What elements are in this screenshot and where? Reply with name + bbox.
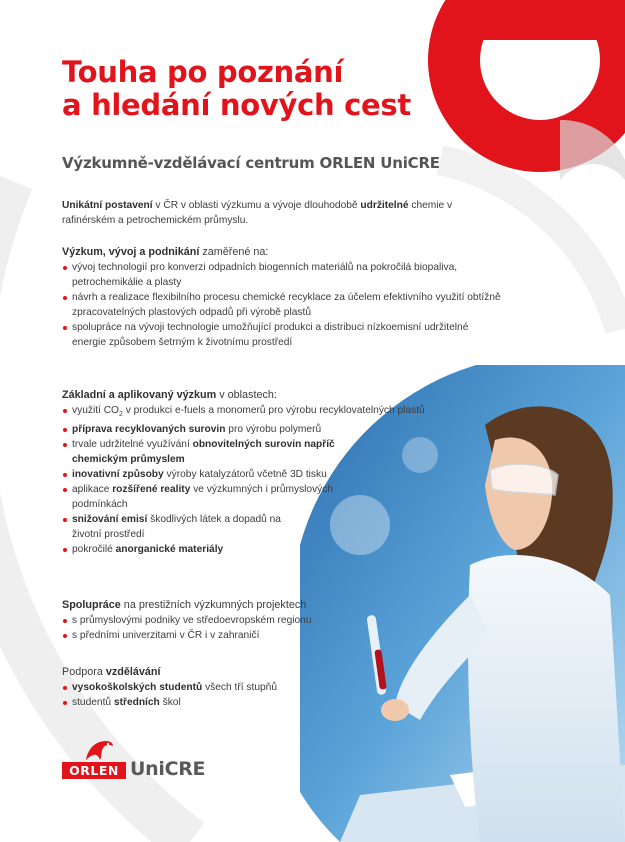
research-section <box>62 245 502 350</box>
logo-orlen-box: ORLEN <box>62 762 126 779</box>
list-item: vysokoškolských studentů všech tří stupňů <box>62 680 502 695</box>
research-heading: Výzkum, vývoj a podnikání zaměřené na: <box>62 246 269 258</box>
eagle-icon <box>84 738 114 762</box>
list-item: příprava recyklovaných surovin pro výrobu polymerů <box>62 422 502 437</box>
title-line-1: Touha po poznání <box>62 55 344 89</box>
list-item: studentů středních škol <box>62 695 502 710</box>
list-item: snižování emisí škodlivých látek a dopadů na životní prostředí <box>62 512 302 542</box>
list-item: návrh a realizace flexibilního procesu chemické recyklace za účelem efektivního využití obtížně zpracovatelných plastových odpadů při výrobě plastů <box>62 290 502 320</box>
title-line-2: a hledání nových cest <box>62 88 411 122</box>
applied-heading: Základní a aplikovaný výzkum v oblastech: <box>62 389 277 401</box>
list-item: s předními univerzitami v ČR i v zahraničí <box>62 628 502 643</box>
list-item: vývoj technologií pro konverzi odpadních biogenních materiálů na pokročilá biopaliva, petrochemikálie a plasty <box>62 260 502 290</box>
education-heading: Podpora vzdělávání <box>62 666 161 678</box>
cooperation-section <box>62 598 502 643</box>
applied-research-section <box>62 388 502 557</box>
education-section <box>62 665 502 710</box>
list-item: spolupráce na vývoji technologie umožňující produkci a distribuci nízkoemisní udržitelné energie způsobem šetrným k životnímu prostředí <box>62 320 502 350</box>
page-title <box>62 56 411 122</box>
orlen-unicre-logo <box>62 738 222 788</box>
list-item: pokročilé anorganické materiály <box>62 542 502 557</box>
cooperation-heading: Spolupráce na prestižních výzkumných projektech <box>62 599 307 611</box>
list-item: s průmyslovými podniky ve středoevropském regionu <box>62 613 502 628</box>
list-item: aplikace rozšířené reality ve výzkumných i průmyslových podmínkách <box>62 482 372 512</box>
intro-paragraph: Unikátní postavení v ČR v oblasti výzkumu a vývoje dlouhodobě udržitelné chemie v rafinérském a petrochemickém průmyslu. <box>62 200 453 226</box>
list-item: inovativní způsoby výroby katalyzátorů včetně 3D tisku <box>62 467 502 482</box>
list-item: trvale udržitelné využívání obnovitelných surovin napříč chemickým průmyslem <box>62 437 382 467</box>
list-item: využití $CO_2$ v produkci e-fuels a monomerů pro výrobu recyklovatelných plastů <box>62 403 502 422</box>
logo-unicre-text: UniCRE <box>130 758 206 780</box>
subtitle: Výzkumně-vzdělávací centrum ORLEN UniCRE <box>62 154 440 172</box>
